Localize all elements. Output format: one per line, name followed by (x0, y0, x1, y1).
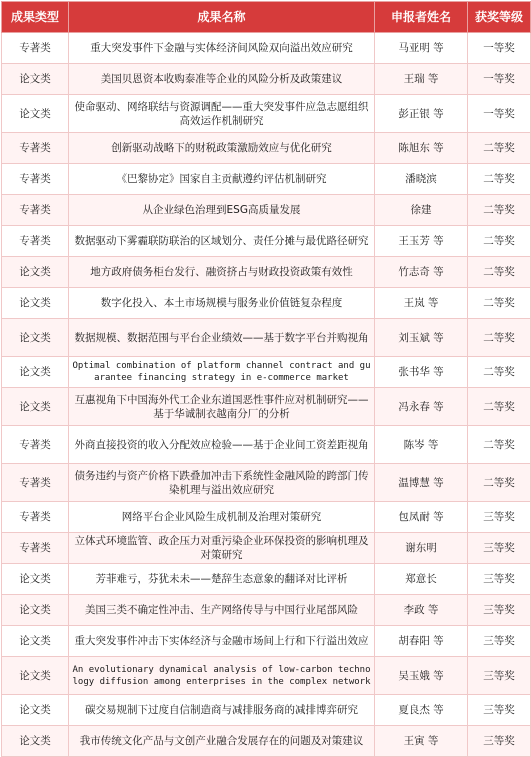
result-type-cell: 专著类 (2, 164, 69, 195)
result-name-cell: 互惠视角下中国海外代工企业东道国恶性事件应对机制研究——基于华诚制衣越南分厂的分析 (69, 388, 375, 426)
award-level-cell: 三等奖 (468, 626, 531, 657)
applicant-cell: 刘玉斌 等 (375, 319, 468, 357)
award-level-cell: 二等奖 (468, 357, 531, 388)
award-level-cell: 二等奖 (468, 288, 531, 319)
award-level-cell: 一等奖 (468, 33, 531, 64)
table-row (2, 502, 531, 533)
result-type-cell: 论文类 (2, 726, 69, 757)
result-type-cell: 专著类 (2, 226, 69, 257)
result-name-cell: 网络平台企业风险生成机制及治理对策研究 (69, 502, 375, 533)
table-row (2, 257, 531, 288)
result-name-cell: 使命驱动、网络联结与资源调配——重大突发事件应急志愿组织高效运作机制研究 (69, 95, 375, 133)
result-type-cell: 专著类 (2, 133, 69, 164)
table-header (2, 2, 531, 33)
award-level-cell: 一等奖 (468, 64, 531, 95)
applicant-cell: 温博慧 等 (375, 464, 468, 502)
table-row (2, 33, 531, 64)
header-result-type: 成果类型 (2, 2, 69, 33)
applicant-cell: 徐建 (375, 195, 468, 226)
result-type-cell: 论文类 (2, 95, 69, 133)
award-level-cell: 二等奖 (468, 133, 531, 164)
result-name-cell: 外商直接投资的收入分配效应检验——基于企业间工资差距视角 (69, 426, 375, 464)
applicant-cell: 冯永春 等 (375, 388, 468, 426)
table-body (2, 33, 531, 757)
result-name-cell: 债务违约与资产价格下跌叠加冲击下系统性金融风险的跨部门传染机理与溢出效应研究 (69, 464, 375, 502)
table-row (2, 533, 531, 564)
result-name-cell: 《巴黎协定》国家自主贡献遵约评估机制研究 (69, 164, 375, 195)
result-type-cell: 论文类 (2, 357, 69, 388)
result-type-cell: 论文类 (2, 319, 69, 357)
table-row (2, 64, 531, 95)
result-name-cell: 创新驱动战略下的财税政策激励效应与优化研究 (69, 133, 375, 164)
table-row (2, 464, 531, 502)
table-row (2, 319, 531, 357)
award-level-cell: 三等奖 (468, 726, 531, 757)
result-type-cell: 论文类 (2, 564, 69, 595)
header-applicant: 申报者姓名 (375, 2, 468, 33)
applicant-cell: 王寅 等 (375, 726, 468, 757)
applicant-cell: 彭正银 等 (375, 95, 468, 133)
award-level-cell: 二等奖 (468, 164, 531, 195)
award-level-cell: 三等奖 (468, 533, 531, 564)
applicant-cell: 胡春阳 等 (375, 626, 468, 657)
applicant-cell: 马亚明 等 (375, 33, 468, 64)
award-level-cell: 三等奖 (468, 695, 531, 726)
header-award-level: 获奖等级 (468, 2, 531, 33)
result-name-cell: 美国贝恩资本收购泰准等企业的风险分析及政策建议 (69, 64, 375, 95)
award-level-cell: 二等奖 (468, 257, 531, 288)
result-name-cell: An evolutionary dynamical analysis of low-carbon technology diffusion among enterprises in the complex network (69, 657, 375, 695)
result-name-cell: 芳菲难亏，芬犹未未——楚辞生态意象的翻译对比评析 (69, 564, 375, 595)
applicant-cell: 张书华 等 (375, 357, 468, 388)
applicant-cell: 王玉芳 等 (375, 226, 468, 257)
award-level-cell: 三等奖 (468, 502, 531, 533)
award-level-cell: 三等奖 (468, 595, 531, 626)
result-name-cell: 碳交易规制下过度自信制造商与减排服务商的减排博弈研究 (69, 695, 375, 726)
applicant-cell: 郑意长 (375, 564, 468, 595)
result-type-cell: 论文类 (2, 626, 69, 657)
result-name-cell: 我市传统文化产品与文创产业融合发展存在的问题及对策建议 (69, 726, 375, 757)
result-type-cell: 专著类 (2, 195, 69, 226)
result-name-cell: 从企业绿色治理到ESG高质量发展 (69, 195, 375, 226)
result-name-cell: 地方政府债务柜台发行、融资挤占与财政投资政策有效性 (69, 257, 375, 288)
result-name-cell: 数据驱动下雾霾联防联治的区域划分、责任分摊与最优路径研究 (69, 226, 375, 257)
table-row (2, 626, 531, 657)
table-row (2, 195, 531, 226)
result-type-cell: 专著类 (2, 426, 69, 464)
table-row (2, 95, 531, 133)
award-level-cell: 二等奖 (468, 319, 531, 357)
applicant-cell: 陈旭东 等 (375, 133, 468, 164)
result-type-cell: 论文类 (2, 657, 69, 695)
table-row (2, 133, 531, 164)
result-name-cell: 重大突发事件下金融与实体经济间风险双向溢出效应研究 (69, 33, 375, 64)
result-name-cell: 重大突发事件冲击下实体经济与金融市场间上行和下行溢出效应 (69, 626, 375, 657)
header-result-name: 成果名称 (69, 2, 375, 33)
award-level-cell: 三等奖 (468, 657, 531, 695)
table-row (2, 357, 531, 388)
applicant-cell: 潘晓滨 (375, 164, 468, 195)
result-name-cell: 数字化投入、本土市场规模与服务业价值链复杂程度 (69, 288, 375, 319)
result-type-cell: 专著类 (2, 464, 69, 502)
table-row (2, 726, 531, 757)
applicant-cell: 竹志奇 等 (375, 257, 468, 288)
applicant-cell: 包凤耐 等 (375, 502, 468, 533)
applicant-cell: 谢东明 (375, 533, 468, 564)
applicant-cell: 李政 等 (375, 595, 468, 626)
table-row (2, 657, 531, 695)
result-name-cell: 数据规模、数据范围与平台企业绩效——基于数字平台并购视角 (69, 319, 375, 357)
applicant-cell: 王岚 等 (375, 288, 468, 319)
table-row (2, 595, 531, 626)
result-name-cell: 美国三类不确定性冲击、生产网络传导与中国行业尾部风险 (69, 595, 375, 626)
applicant-cell: 王瑞 等 (375, 64, 468, 95)
result-type-cell: 论文类 (2, 695, 69, 726)
award-level-cell: 二等奖 (468, 195, 531, 226)
table-row (2, 426, 531, 464)
table-row (2, 164, 531, 195)
applicant-cell: 吴玉娥 等 (375, 657, 468, 695)
applicant-cell: 夏良杰 等 (375, 695, 468, 726)
header-row (2, 2, 531, 33)
result-type-cell: 论文类 (2, 388, 69, 426)
applicant-cell: 陈岑 等 (375, 426, 468, 464)
result-type-cell: 专著类 (2, 533, 69, 564)
result-type-cell: 论文类 (2, 595, 69, 626)
award-level-cell: 一等奖 (468, 95, 531, 133)
result-type-cell: 论文类 (2, 288, 69, 319)
table-row (2, 288, 531, 319)
table-row (2, 564, 531, 595)
table-row (2, 388, 531, 426)
award-level-cell: 三等奖 (468, 564, 531, 595)
table-row (2, 226, 531, 257)
awards-table (1, 1, 531, 757)
table-row (2, 695, 531, 726)
award-level-cell: 二等奖 (468, 226, 531, 257)
award-level-cell: 二等奖 (468, 464, 531, 502)
result-type-cell: 论文类 (2, 64, 69, 95)
result-type-cell: 专著类 (2, 33, 69, 64)
result-name-cell: Optimal combination of platform channel contract and guarantee financing strategy in e-commerce market (69, 357, 375, 388)
award-level-cell: 二等奖 (468, 388, 531, 426)
result-type-cell: 论文类 (2, 257, 69, 288)
award-level-cell: 二等奖 (468, 426, 531, 464)
result-name-cell: 立体式环境监管、政企压力对重污染企业环保投资的影响机理及对策研究 (69, 533, 375, 564)
result-type-cell: 专著类 (2, 502, 69, 533)
